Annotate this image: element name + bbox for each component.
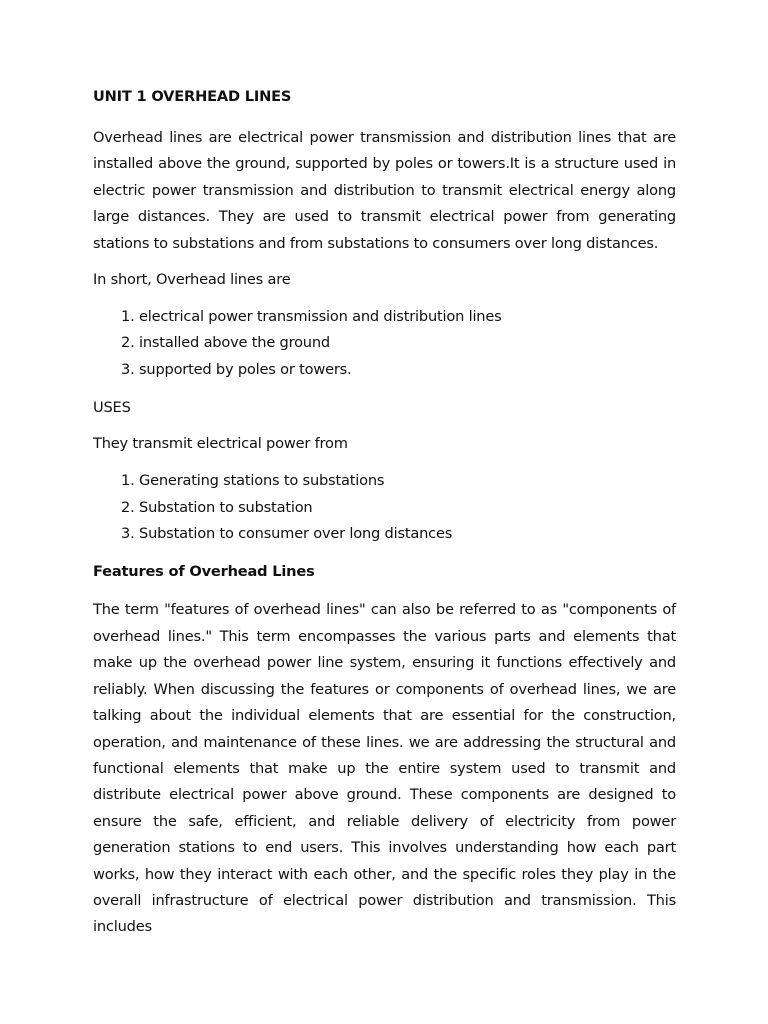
uses-list: [93, 468, 676, 547]
summary-lead: In short, Overhead lines are: [93, 271, 291, 289]
list-item: 1. electrical power transmission and distribution lines: [139, 304, 676, 330]
list-item: 3. supported by poles or towers.: [139, 357, 676, 383]
uses-lead: They transmit electrical power from: [93, 435, 348, 453]
intro-paragraph: Overhead lines are electrical power transmission and distribution lines that are installed above the ground, supported by poles or towers.It is a structure used in electric power transmission and distribution to transmit electrical energy along large distances. They are used to transmit electrical power from generating stations to substations and from substations to consumers over long distances.: [93, 129, 676, 252]
list-item: 2. installed above the ground: [139, 330, 676, 356]
list-item: 1. Generating stations to substations: [139, 468, 676, 494]
document-title: UNIT 1 OVERHEAD LINES: [93, 88, 292, 105]
summary-list: [93, 304, 676, 383]
features-heading: Features of Overhead Lines: [93, 563, 315, 581]
features-paragraph: The term "features of overhead lines" can also be referred to as "components of overhead lines." This term encompasses the various parts and elements that make up the overhead power line system, ensuring it functions effectively and reliably. When discussing the features or components of overhead lines, we are talking about the individual elements that are essential for the construction, operation, and maintenance of these lines. we are addressing the structural and functional elements that make up the entire system used to transmit and distribute electrical power above ground. These components are designed to ensure the safe, efficient, and reliable delivery of electricity from power generation stations to end users. This involves understanding how each part works, how they interact with each other, and the specific roles they play in the overall infrastructure of electrical power distribution and transmission. This includes: [93, 601, 676, 936]
list-item: 3. Substation to consumer over long distances: [139, 521, 676, 547]
list-item: 2. Substation to substation: [139, 495, 676, 521]
uses-heading: USES: [93, 399, 131, 417]
